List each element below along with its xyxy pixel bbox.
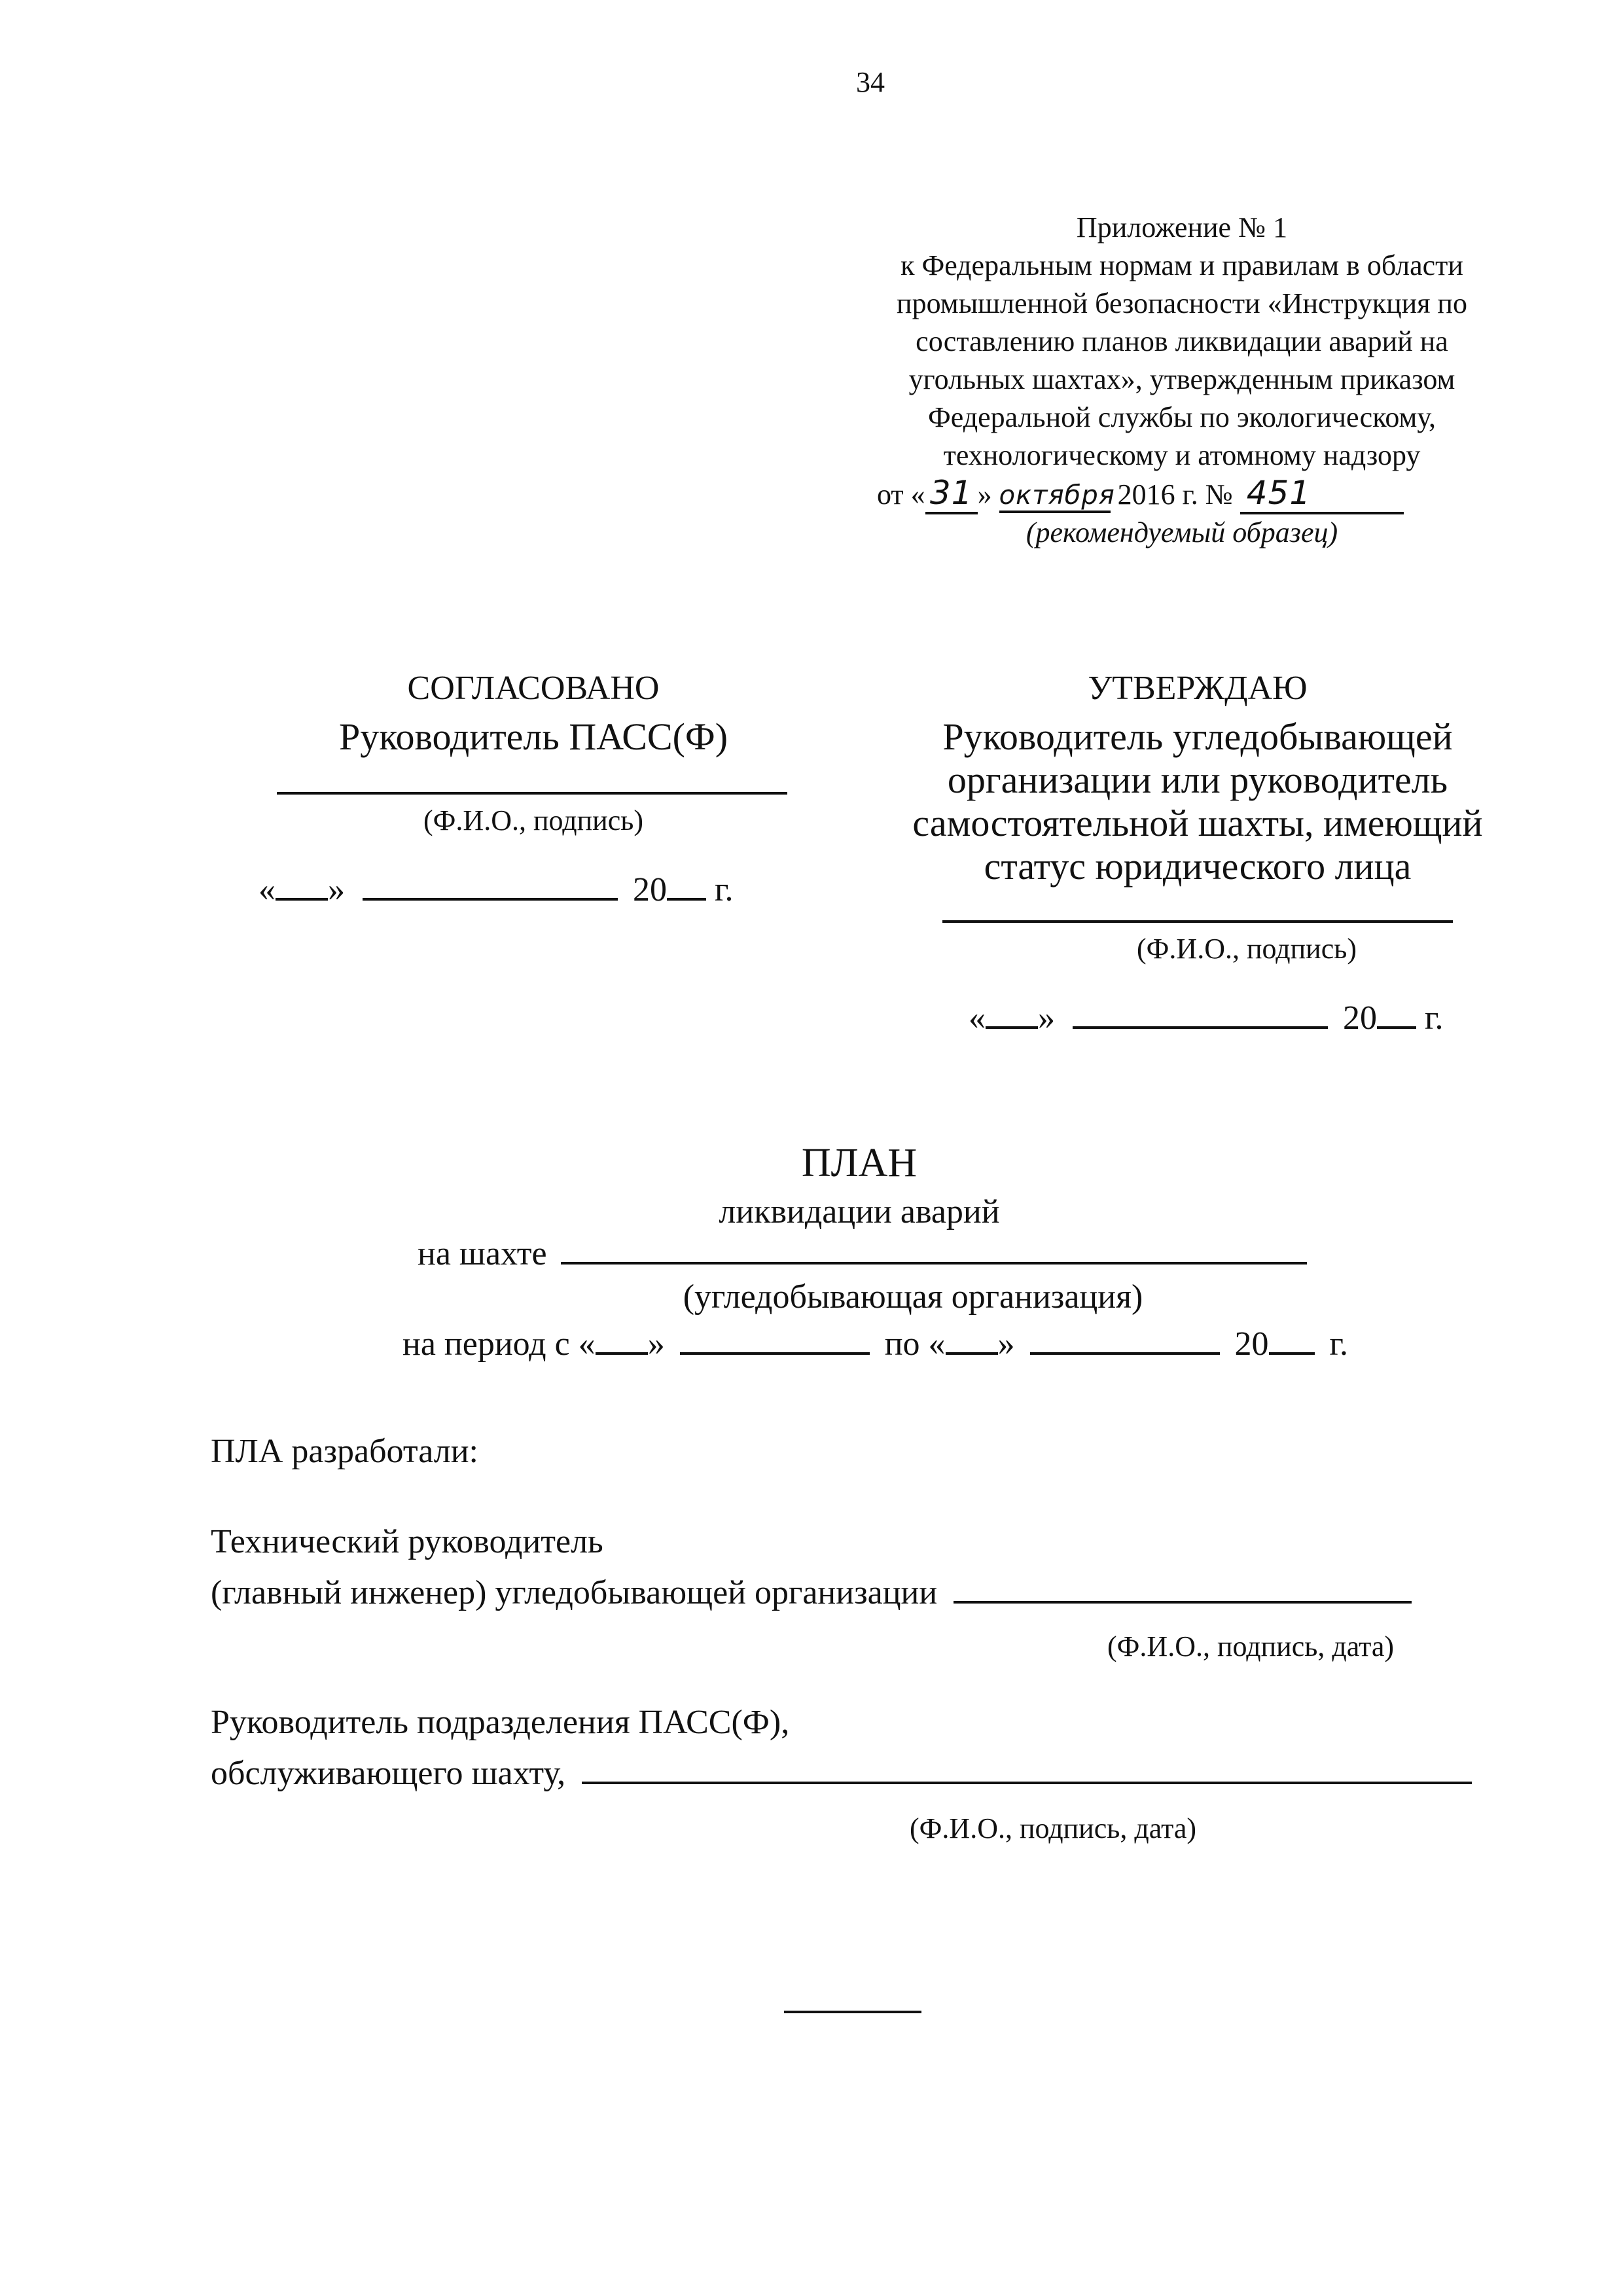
order-date-line — [877, 474, 1404, 514]
sample-note: (рекомендуемый образец) — [1026, 516, 1338, 548]
agreed-caption: (Ф.И.О., подпись) — [423, 804, 643, 836]
date-prefix: от « — [877, 478, 925, 511]
date-year: 2016 г. № — [1117, 478, 1233, 511]
start-day-blank — [596, 1352, 648, 1355]
appendix-line: угольных шахтах», утвержденным приказом — [908, 363, 1455, 395]
pass-manager-line1: Руководитель подразделения ПАСС(Ф), — [211, 1704, 790, 1741]
pass-caption: (Ф.И.О., подпись, дата) — [910, 1812, 1197, 1844]
approve-line: Руководитель угледобывающей — [942, 715, 1453, 758]
handwritten-day: 31 — [925, 474, 978, 514]
plan-title: ПЛАН — [801, 1141, 918, 1185]
month-blank — [363, 898, 618, 901]
year-blank — [1269, 1352, 1315, 1355]
day-blank — [986, 1026, 1038, 1029]
agreed-heading: СОГЛАСОВАНО — [407, 670, 660, 707]
end-day-blank — [946, 1352, 998, 1355]
approve-date-line: « » 20 г. — [969, 999, 1444, 1037]
day-blank — [276, 898, 328, 901]
end-month-blank — [1030, 1352, 1220, 1355]
year-blank — [667, 898, 706, 901]
pass-signature-blank — [582, 1782, 1472, 1784]
developers-heading: ПЛА разработали: — [211, 1433, 478, 1470]
month-blank — [1073, 1026, 1328, 1029]
handwritten-order-number: 451 — [1240, 474, 1404, 514]
appendix-line: технологическому и атомному надзору — [943, 439, 1421, 471]
tech-caption: (Ф.И.О., подпись, дата) — [1107, 1630, 1395, 1662]
approve-line: самостоятельной шахты, имеющий — [912, 802, 1483, 844]
mine-line — [418, 1234, 1307, 1273]
agreed-date-line: « » 20 г. — [259, 871, 734, 908]
pass-manager-line2: обслуживающего шахту, — [211, 1754, 1472, 1793]
agreed-signature-line — [277, 792, 787, 795]
handwritten-month: октября — [999, 480, 1111, 513]
approve-caption: (Ф.И.О., подпись) — [1137, 933, 1357, 965]
mine-blank — [561, 1262, 1307, 1265]
mine-caption: (угледобывающая организация) — [683, 1278, 1143, 1316]
tech-manager-line1: Технический руководитель — [211, 1523, 603, 1560]
tech-signature-blank — [954, 1601, 1412, 1604]
mine-label: на шахте — [418, 1235, 547, 1272]
page-number: 34 — [856, 66, 885, 98]
plan-subtitle: ликвидации аварий — [719, 1193, 1000, 1230]
period-line: на период с « » по « » 20 г. — [402, 1325, 1348, 1363]
appendix-line: к Федеральным нормам и правилам в области — [901, 249, 1463, 281]
approve-heading: УТВЕРЖДАЮ — [1088, 670, 1308, 707]
agreed-role: Руководитель ПАСС(Ф) — [338, 715, 728, 758]
year-blank — [1377, 1026, 1416, 1029]
tech-manager-line2: (главный инженер) угледобывающей организации — [211, 1573, 1412, 1612]
approve-line: статус юридического лица — [984, 845, 1412, 888]
approve-signature-line — [942, 920, 1453, 923]
appendix-line: составлению планов ликвидации аварий на — [916, 325, 1448, 357]
approve-line: организации или руководитель — [947, 759, 1448, 801]
end-separator-line — [784, 2011, 921, 2013]
appendix-line: Федеральной службы по экологическому, — [928, 401, 1436, 433]
appendix-title: Приложение № 1 — [1076, 211, 1288, 243]
appendix-line: промышленной безопасности «Инструкция по — [897, 287, 1467, 319]
date-mid: » — [977, 478, 992, 511]
start-month-blank — [680, 1352, 870, 1355]
